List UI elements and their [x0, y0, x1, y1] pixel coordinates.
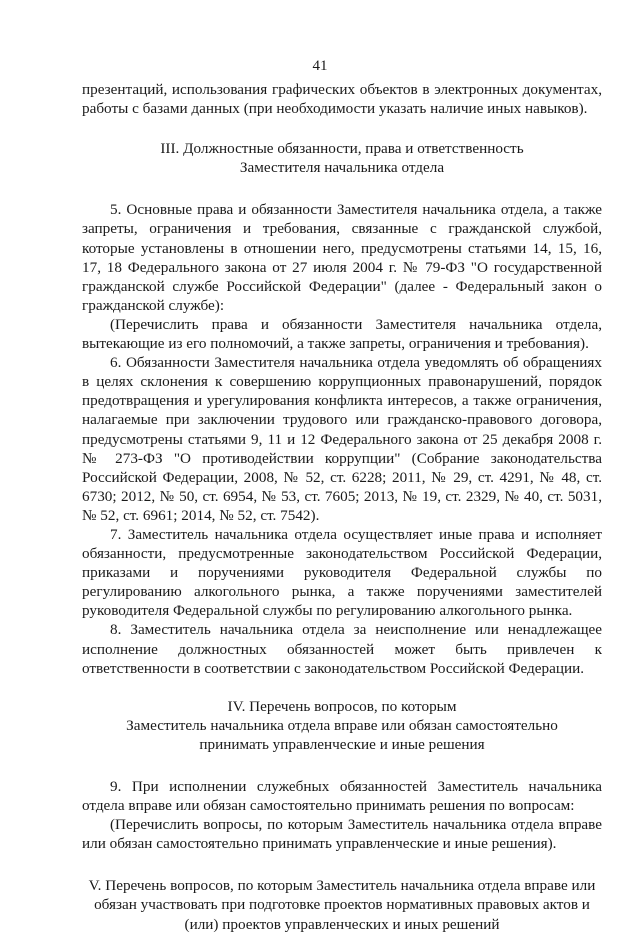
paragraph-5: 5. Основные права и обязанности Заместителя начальника отдела, а также запреты, ограничения и требования, связанные с гражданской службой, которые установлены в отношении него, предусмотрены статьями 14, 15, 16, 17, 18 Федерального закона от 27 июля 2004 г. № 79-ФЗ "О государственной гражданской службе Российской Федерации" (далее - Федеральный закон о гражданской службе): — [82, 201, 602, 314]
paragraph-5-note: (Перечислить права и обязанности Заместителя начальника отдела, вытекающие из его полномочий, а также запреты, ограничения и требования). — [82, 315, 602, 353]
section-4-heading-line-1: IV. Перечень вопросов, по которым — [227, 697, 457, 715]
paragraph-8: 8. Заместитель начальника отдела за неисполнение или ненадлежащее исполнение должностных обязанностей может быть привлечен к ответственности в соответствии с законодательством Российской Федерации. — [82, 621, 602, 677]
section-5-heading-line-3: (или) проектов управленческих и иных решений — [184, 915, 500, 933]
document-body — [82, 80, 602, 934]
paragraph-7: 7. Заместитель начальника отдела осуществляет иные права и исполняет обязанности, предусмотренные законодательством Российской Федерации, приказами и поручениями руководителя Федеральной службы по регулированию алкогольного рынка, а также поручениями заместителей руководителя Федеральной службы по регулированию алкогольного рынка. — [82, 525, 602, 620]
paragraph-9-note: (Перечислить вопросы, по которым Заместитель начальника отдела вправе или обязан самостоятельно принимать управленческие и иные решения). — [82, 816, 602, 853]
section-5-heading — [82, 876, 602, 933]
section-5-heading-line-1: V. Перечень вопросов, по которым Заместитель начальника отдела вправе или — [88, 877, 596, 895]
section-4-heading — [82, 697, 602, 754]
paragraph-6: 6. Обязанности Заместителя начальника отдела уведомлять об обращениях в целях склонения к совершению коррупционных правонарушений, порядок предотвращения и урегулирования конфликта интересов, а также ограничения, налагаемые при заключении трудового или гражданско-правового договора, предусмотрены статьями 9, 11 и 12 Федерального закона от 25 декабря 2008 г. № 273-ФЗ "О противодействии коррупции" (Собрание законодательства Российской Федерации, 2008, № 52, ст. 6228; 2011, № 29, ст. 4291, № 48, ст. 6730; 2012, № 50, ст. 6954, № 53, ст. 7605; 2013, № 19, ст. 2329, № 40, ст. 5031, № 52, ст. 6961; 2014, № 52, ст. 7542). — [82, 354, 602, 524]
section-3-heading-line-1: III. Должностные обязанности, права и ответственность — [160, 140, 524, 158]
paragraph-9: 9. При исполнении служебных обязанностей Заместитель начальника отдела вправе или обязан самостоятельно принимать решения по вопросам: — [82, 778, 602, 815]
intro-continuation: презентаций, использования графических объектов в электронных документах, работы с базами данных (при необходимости указать наличие иных навыков). — [82, 81, 602, 118]
section-3-heading-line-2: Заместителя начальника отдела — [239, 159, 445, 177]
page-number: 41 — [312, 58, 328, 74]
section-5-heading-line-2: обязан участвовать при подготовке проектов нормативных правовых актов и — [94, 896, 590, 914]
section-3-heading — [82, 139, 602, 177]
section-4-heading-line-2: Заместитель начальника отдела вправе или обязан самостоятельно — [126, 716, 558, 734]
section-4-heading-line-3: принимать управленческие и иные решения — [199, 735, 485, 753]
